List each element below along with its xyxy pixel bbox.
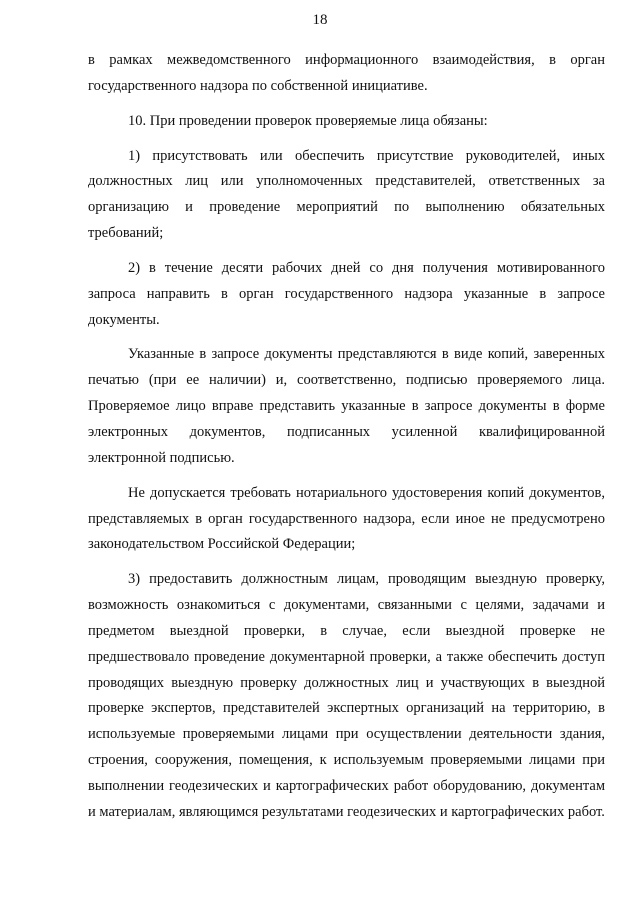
paragraph-notary: Не допускается требовать нотариального удостоверения копий документов, представляемых в орган государственного надзора, если иное не предусмотрено законодательством Российской Федерации;	[88, 484, 605, 553]
document-body	[88, 48, 605, 826]
page-number: 18	[312, 12, 328, 28]
paragraph-subitem-2: 2) в течение десяти рабочих дней со дня получения мотивированного запроса направить в орган государственного надзора указанные в запросе документы.	[88, 259, 605, 328]
paragraph-item-10: 10. При проведении проверок проверяемые лица обязаны:	[128, 112, 488, 129]
paragraph-subitem-1: 1) присутствовать или обеспечить присутствие руководителей, иных должностных лиц или уполномоченных представителей, ответственных за организацию и проведение мероприятий по выполнению обязательных требований;	[88, 147, 605, 242]
paragraph-copies: Указанные в запросе документы представляются в виде копий, заверенных печатью (при ее наличии) и, соответственно, подписью проверяемого лица. Проверяемое лицо вправе представить указанные в запросе документы в форме электронных документов, подписанных усиленной квалифицированной электронной подписью.	[88, 346, 605, 466]
paragraph-continuation: в рамках межведомственного информационного взаимодействия, в орган государственного надзора по собственной инициативе.	[88, 52, 605, 94]
paragraph-subitem-3: 3) предоставить должностным лицам, проводящим выездную проверку, возможность ознакомиться с документами, связанными с целями, задачами и предметом выездной проверки, в случае, если выездной проверке не предшествовало проведение документарной проверки, а также обеспечить доступ проводящих выездную проверку должностных лиц и участвующих в выездной проверке экспертов, представителей экспертных организаций на территорию, в используемые проверяемыми лицами при осуществлении деятельности здания, строения, сооружения, помещения, к используемым проверяемыми лицами при выполнении геодезических и картографических работ оборудованию, документам и материалам, являющимся результатами геодезических и картографических работ.	[88, 571, 605, 820]
